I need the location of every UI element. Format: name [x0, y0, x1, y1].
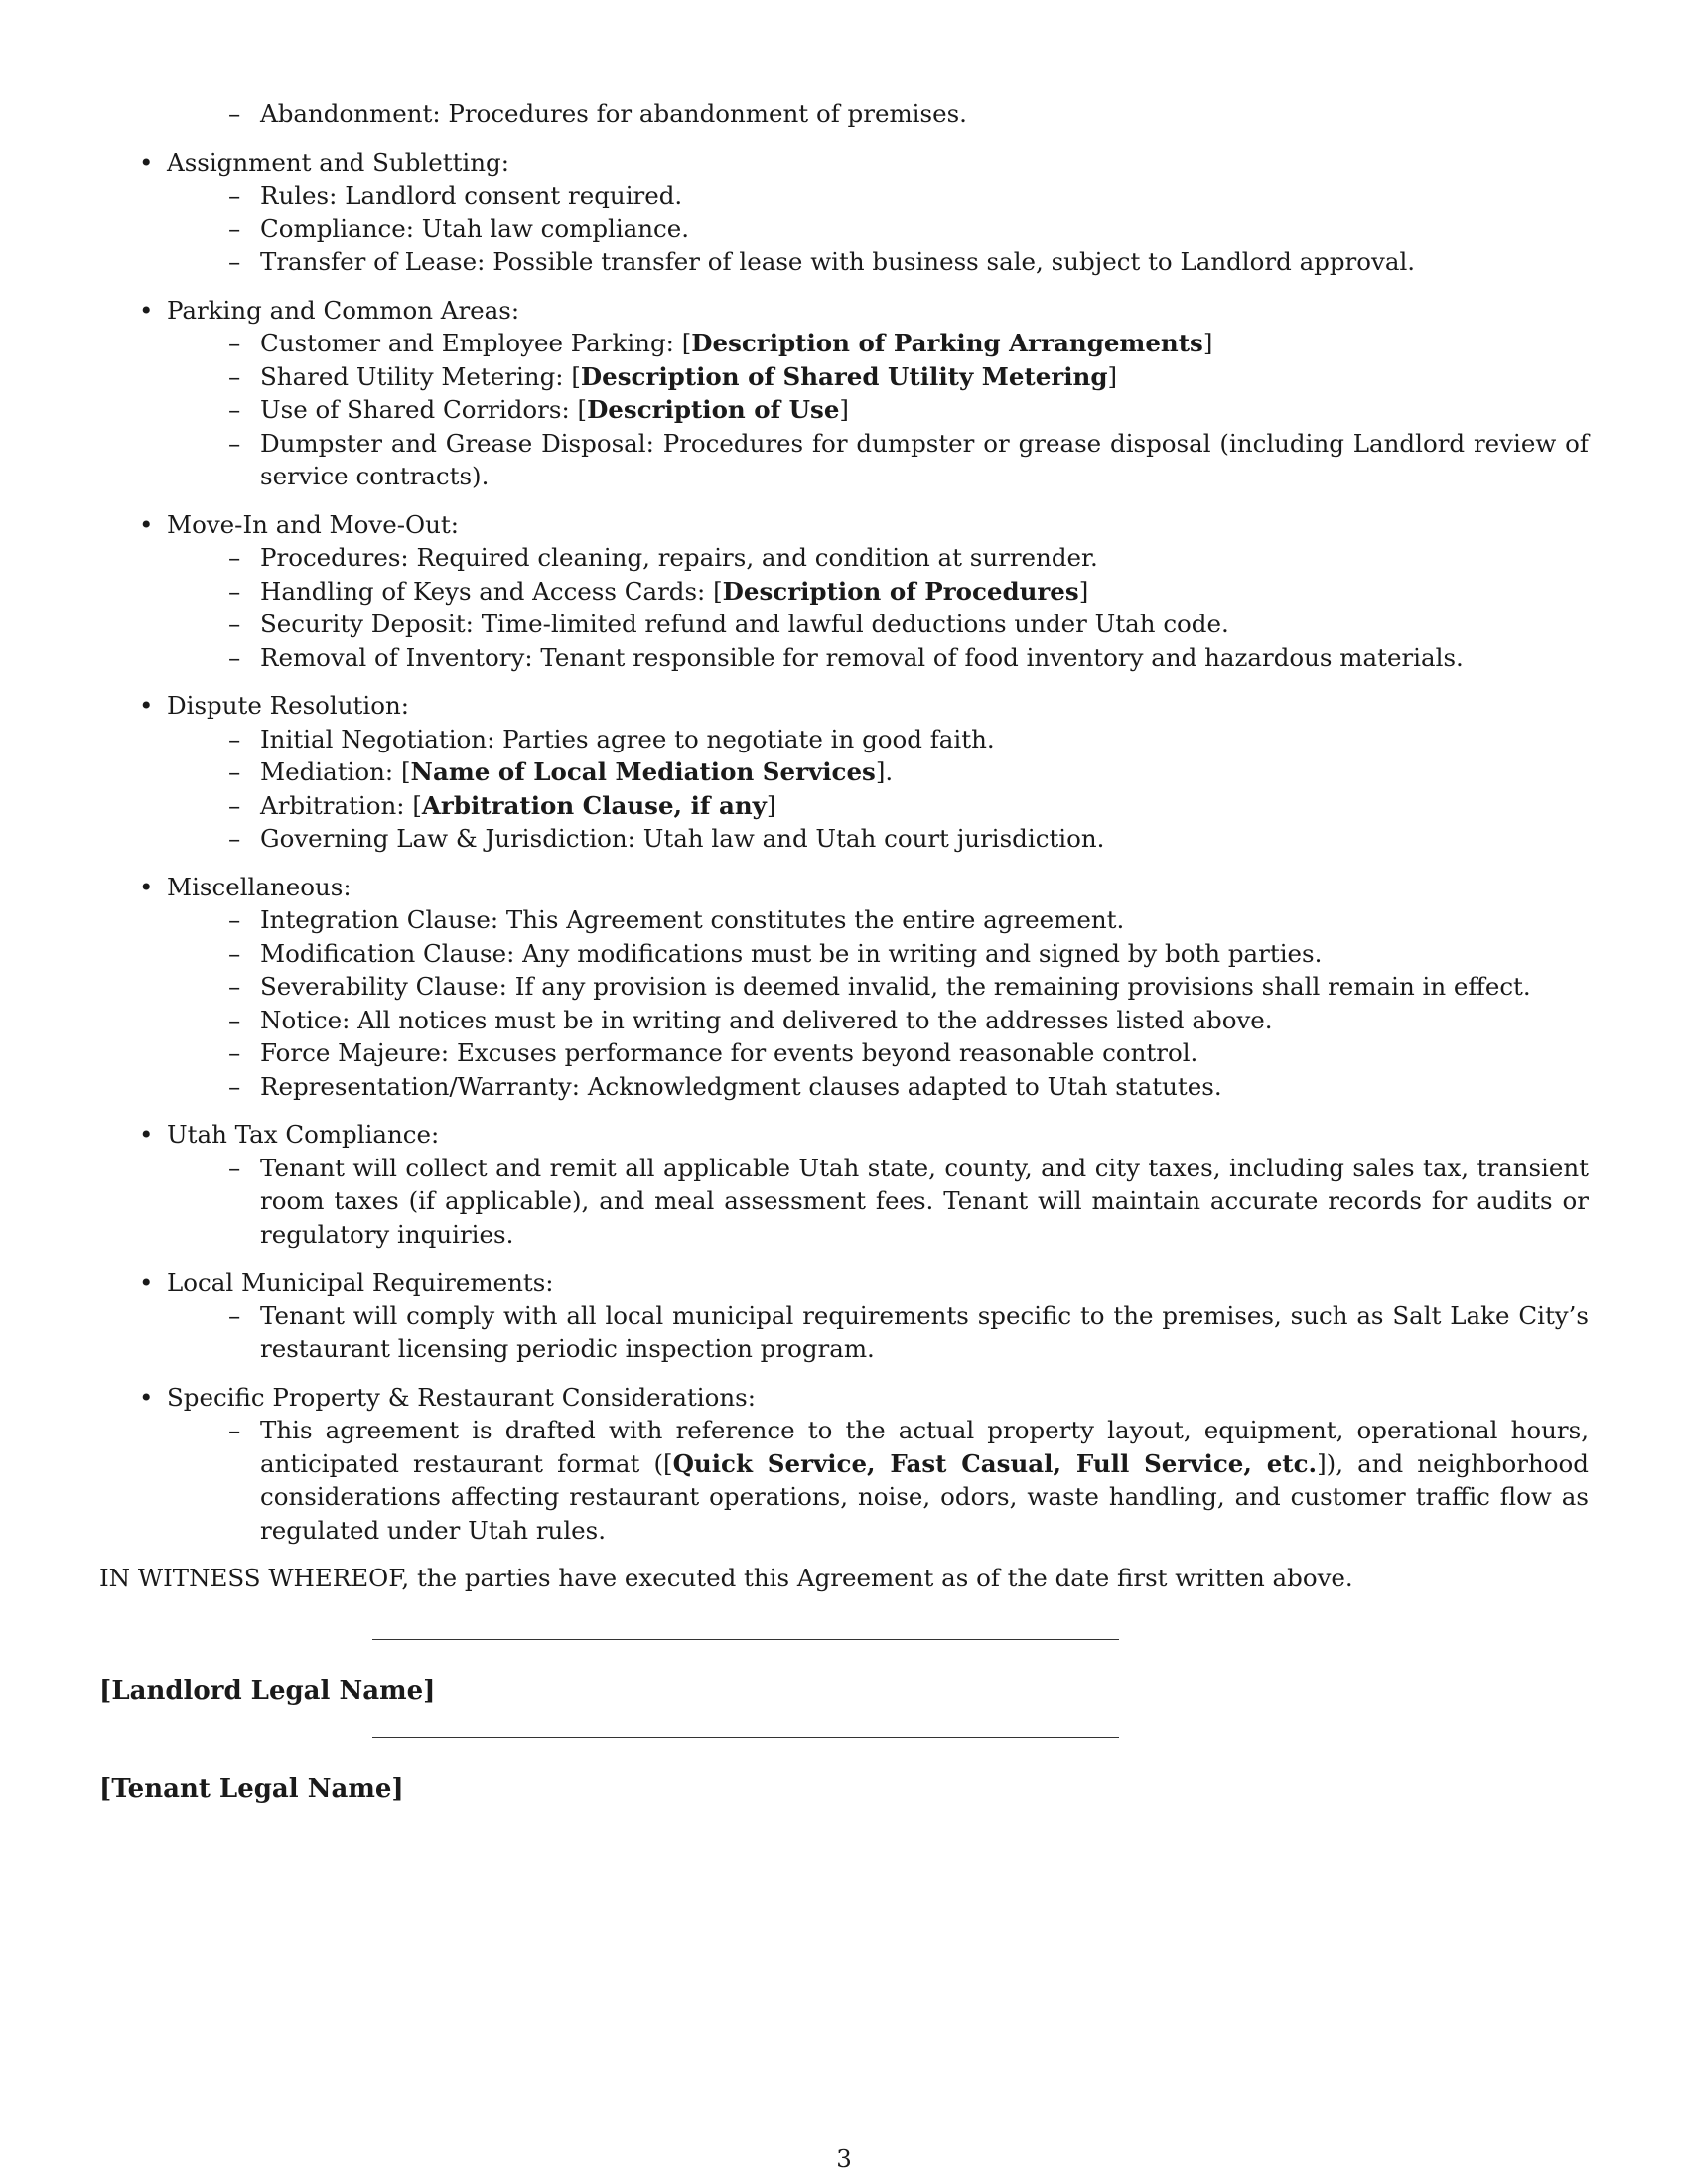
item-text: Utah law compliance.: [421, 213, 690, 243]
tenant-name: [Tenant Legal Name]: [99, 1774, 404, 1804]
section-heading: Miscellaneous:: [167, 872, 352, 901]
section-heading: Specific Property & Restaurant Considerations:: [167, 1382, 756, 1412]
section-bullet: [167, 508, 1589, 542]
section-bullet: [167, 294, 1589, 328]
list-item: [228, 1299, 1589, 1366]
section-bullet: [167, 1381, 1589, 1415]
item-text: Tenant will collect and remit all applicable Utah state, county, and city taxes, including sales tax, transient room taxes (if applicable), and meal assessment fees. Tenant will maintain accurate records for audits or regulatory inquiries.: [260, 1153, 1589, 1249]
list-item: [228, 937, 1589, 971]
tenant-signature-line: [372, 1737, 1119, 1738]
item-text: If any provision is deemed invalid, the remaining provisions shall remain in effect.: [514, 972, 1531, 1001]
list-item: [228, 1152, 1589, 1252]
section-bullet: [167, 689, 1589, 723]
item-label: Arbitration:: [260, 790, 405, 820]
landlord-name-text: Landlord Legal Name: [111, 1676, 424, 1706]
witness-clause: IN WITNESS WHEREOF, the parties have executed this Agreement as of the date first written above.: [99, 1564, 1353, 1592]
item-label: Transfer of Lease:: [260, 247, 486, 276]
list-item: – This agreement is drafted with reference to the actual property layout, equipment, operational hours, anticipated restaurant format ([Quick Service, Fast Casual, Full Service, etc.]), and neighborhood considerations affecting restaurant operations, noise, odors, waste handling, and customer traffic flow as regulated under Utah rules.: [228, 1414, 1589, 1547]
placeholder-text: Description of Parking Arrangements: [691, 329, 1203, 357]
section-heading: Assignment and Subletting:: [167, 147, 509, 177]
section-bullet: [167, 1118, 1589, 1152]
list-item: – Shared Utility Metering: [Description of Shared Utility Metering]: [228, 360, 1589, 394]
item-label: Handling of Keys and Access Cards:: [260, 576, 706, 606]
list-item: [228, 641, 1589, 675]
item-text: Tenant will comply with all local municipal requirements specific to the premises, such as Salt Lake City’s restaurant licensing periodic inspection program.: [260, 1300, 1589, 1363]
item-text: All notices must be in writing and delivered to the addresses listed above.: [357, 1005, 1273, 1034]
item-text: Tenant responsible for removal of food inventory and hazardous materials.: [540, 642, 1464, 672]
item-text: Procedures for dumpster or grease disposal (including Landlord review of service contracts).: [260, 428, 1589, 490]
item-text-after: ), and neighborhood considerations affecting restaurant operations, noise, odors, waste handling, and customer traffic flow as regulated under Utah rules.: [260, 1448, 1589, 1545]
item-label: Rules:: [260, 181, 338, 209]
item-label: Shared Utility Metering:: [260, 361, 564, 391]
list-item: – Customer and Employee Parking: [Description of Parking Arrangements]: [228, 327, 1589, 360]
item-label: Initial Negotiation:: [260, 724, 495, 753]
list-item: [228, 179, 1589, 212]
item-label: Abandonment:: [260, 99, 441, 128]
list-item: [228, 427, 1589, 493]
list-item: – Use of Shared Corridors: [Description of Use]: [228, 393, 1589, 427]
list-item: [228, 541, 1589, 575]
item-text: Time-limited refund and lawful deductions under Utah code.: [481, 610, 1229, 638]
item-text: Landlord consent required.: [345, 181, 683, 209]
landlord-signature-line: [372, 1639, 1119, 1640]
item-label: Force Majeure:: [260, 1038, 450, 1067]
list-item: [228, 212, 1589, 246]
placeholder-text: Arbitration Clause, if any: [421, 790, 767, 820]
section-bullet: [167, 146, 1589, 180]
item-label: Modification Clause:: [260, 938, 515, 968]
section-heading: Dispute Resolution:: [167, 691, 409, 720]
landlord-name: [Landlord Legal Name]: [99, 1676, 436, 1706]
item-label: Notice:: [260, 1005, 351, 1034]
section-heading: Parking and Common Areas:: [167, 295, 520, 325]
tenant-name-text: Tenant Legal Name: [111, 1774, 392, 1804]
item-text: Parties agree to negotiate in good faith.: [502, 724, 995, 753]
placeholder-text: Description of Shared Utility Metering: [580, 361, 1108, 391]
item-label: Removal of Inventory:: [260, 642, 533, 672]
item-label: Representation/Warranty:: [260, 1071, 581, 1101]
list-item: [228, 1070, 1589, 1104]
page-number: 3: [836, 2144, 852, 2173]
item-label: Governing Law & Jurisdiction:: [260, 824, 635, 853]
item-label: Customer and Employee Parking:: [260, 329, 674, 357]
section-heading: Move-In and Move-Out:: [167, 509, 459, 539]
list-item: [228, 1036, 1589, 1070]
item-text: This agreement is drafted with reference to the actual property layout, equipment, operational hours, anticipated restaurant format (: [260, 1416, 1589, 1478]
list-item: – Handling of Keys and Access Cards: [Description of Procedures]: [228, 575, 1589, 609]
section-bullet: [167, 871, 1589, 904]
placeholder-text: Description of Use: [587, 395, 840, 424]
item-text: Utah law and Utah court jurisdiction.: [642, 824, 1105, 853]
list-item: – Mediation: [Name of Local Mediation Services].: [228, 755, 1589, 789]
list-item: [228, 1004, 1589, 1037]
item-label: Mediation:: [260, 757, 394, 786]
list-item: [228, 245, 1589, 279]
abandonment-item: [228, 97, 1589, 131]
item-text: Procedures for abandonment of premises.: [448, 99, 967, 128]
list-item: [228, 822, 1589, 856]
placeholder-text: Description of Procedures: [722, 576, 1079, 606]
list-item: [228, 608, 1589, 641]
section-heading: Local Municipal Requirements:: [167, 1268, 554, 1297]
section-bullet: [167, 1266, 1589, 1299]
item-label: Use of Shared Corridors:: [260, 395, 570, 424]
placeholder-text: Name of Local Mediation Services: [410, 757, 876, 786]
item-text-after: .: [885, 757, 894, 786]
item-label: Dumpster and Grease Disposal:: [260, 428, 654, 458]
list-item: [228, 723, 1589, 756]
item-label: Severability Clause:: [260, 972, 507, 1001]
item-label: Security Deposit:: [260, 610, 474, 638]
item-label: Procedures:: [260, 543, 409, 572]
item-label: Compliance:: [260, 213, 414, 243]
item-text: Excuses performance for events beyond reasonable control.: [456, 1038, 1198, 1067]
section-heading: Utah Tax Compliance:: [167, 1120, 440, 1149]
item-text: Acknowledgment clauses adapted to Utah statutes.: [587, 1071, 1222, 1101]
placeholder-text: Quick Service, Fast Casual, Full Service, etc.: [672, 1448, 1318, 1478]
list-item: [228, 903, 1589, 937]
document-body: [99, 97, 1589, 1595]
item-text: Required cleaning, repairs, and condition at surrender.: [416, 543, 1098, 572]
item-label: Integration Clause:: [260, 905, 499, 934]
list-item: – Arbitration: [Arbitration Clause, if any]: [228, 789, 1589, 823]
item-text: This Agreement constitutes the entire agreement.: [505, 905, 1125, 934]
sections-list: [99, 146, 1589, 1548]
list-item: [228, 970, 1589, 1004]
item-text: Any modifications must be in writing and signed by both parties.: [522, 938, 1323, 968]
item-text: Possible transfer of lease with business sale, subject to Landlord approval.: [492, 247, 1416, 276]
